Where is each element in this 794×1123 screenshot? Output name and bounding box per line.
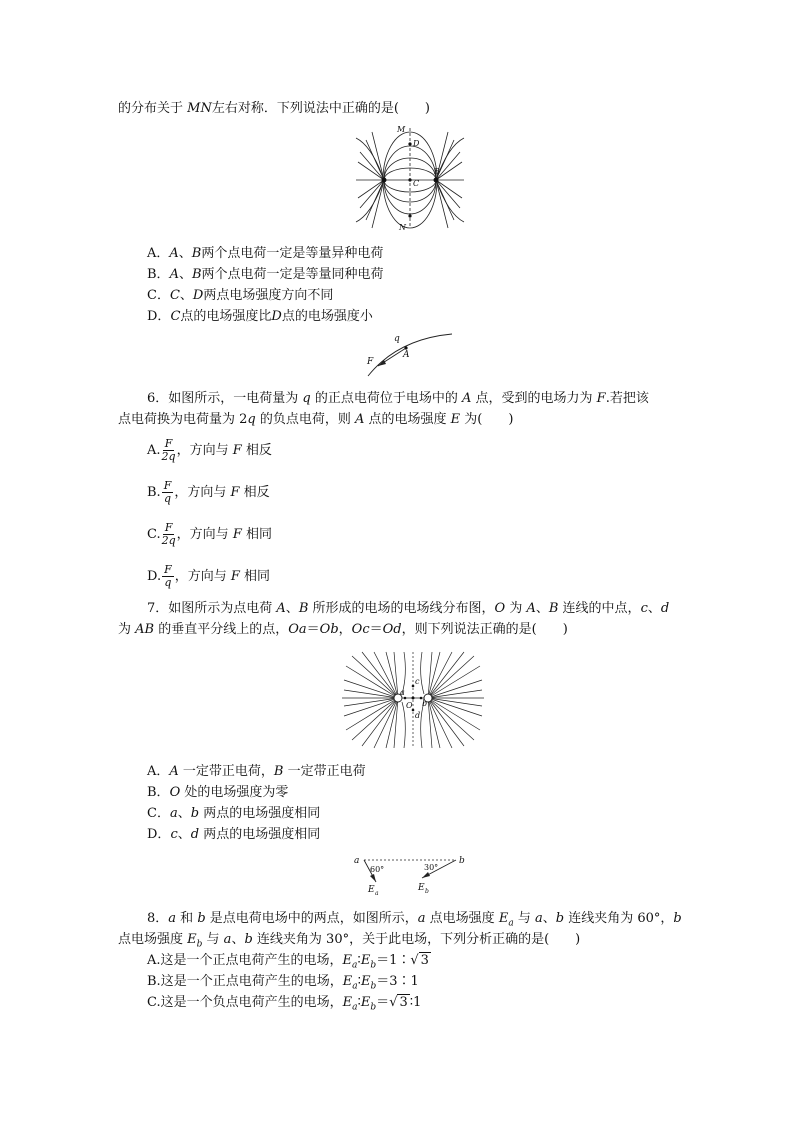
q8-line-1: 8．a 和 b 是点电荷电场中的两点，如图所示，a 点电场强度 $E_a$ 与 a、b 连线夹角为 60°，b bbox=[147, 911, 682, 929]
field-vector-figure bbox=[352, 852, 470, 898]
field-lines-figure-1 bbox=[354, 122, 466, 232]
label-M: M bbox=[397, 125, 406, 134]
label-a: a bbox=[400, 688, 405, 697]
label-D: D bbox=[413, 139, 420, 148]
label-O: O bbox=[406, 701, 413, 710]
label-C: C bbox=[413, 179, 420, 188]
q8-line-2: 点电场强度 $E_b$ 与 a、b 连线夹角为 30°，关于此电场，下列分析正确的是( ) bbox=[118, 932, 581, 950]
label-A: A bbox=[403, 350, 410, 360]
q7-option-d: D．c、d 两点的电场强度相同 bbox=[147, 827, 321, 842]
q6-option-a: A. $\frac{F}{2q}$ ，方向与 F 相反 bbox=[147, 437, 272, 463]
force-curve-figure bbox=[364, 330, 456, 378]
label-N: N bbox=[399, 223, 406, 232]
intro-line: 的分布关于 MN左右对称．下列说法中正确的是( ) bbox=[118, 101, 430, 116]
q5-option-b: B．A、B两个点电荷一定是等量同种电荷 bbox=[147, 267, 384, 282]
label-b: b bbox=[422, 699, 428, 708]
label-b: b bbox=[459, 856, 465, 866]
q6-option-d: D. $\frac{F}{q}$ ，方向与 F 相同 bbox=[147, 563, 271, 589]
q6-option-b: B. $\frac{F}{q}$ ，方向与 F 相反 bbox=[147, 479, 270, 505]
q8-option-a: A.这是一个正点电荷产生的电场，$E_a∶E_b=1∶√$ 3 bbox=[147, 953, 429, 971]
q7-line-2: 为 AB 的垂直平分线上的点，Oa＝Ob，Oc＝Od，则下列说法正确的是( ) bbox=[118, 622, 568, 637]
field-lines-figure-2 bbox=[342, 650, 484, 750]
q6-option-c: C. $\frac{F}{2q}$ ，方向与 F 相同 bbox=[147, 521, 272, 547]
q5-option-a: A．A、B两个点电荷一定是等量异种电荷 bbox=[147, 246, 384, 261]
label-Ea-sub: a bbox=[375, 890, 379, 897]
label-Ea: E bbox=[368, 885, 375, 895]
label-d: d bbox=[415, 711, 421, 720]
label-c: c bbox=[415, 677, 420, 686]
q7-option-c: C．a、b 两点的电场强度相同 bbox=[147, 806, 321, 821]
label-F: F bbox=[367, 357, 374, 367]
q6-line-1: 6．如图所示，一电荷量为 q 的正点电荷位于电场中的 A 点，受到的电场力为 F.若把该 bbox=[147, 391, 649, 406]
q5-option-c: C．C、D两点电场强度方向不同 bbox=[147, 288, 334, 303]
q8-option-c: C.这是一个负点电荷产生的电场，$E_a∶E_b=√$ 3 ∶1 bbox=[147, 995, 422, 1013]
q8-option-b: B.这是一个正点电荷产生的电场，$E_a∶E_b=3∶1$ bbox=[147, 974, 419, 992]
label-Eb: E bbox=[418, 883, 425, 893]
q7-option-a: A．A 一定带正电荷，B 一定带正电荷 bbox=[147, 764, 366, 779]
label-B: B bbox=[434, 167, 440, 176]
q5-option-d: D．C点的电场强度比D点的电场强度小 bbox=[147, 309, 373, 324]
label-q: q bbox=[394, 334, 400, 344]
q7-line-1: 7．如图所示为点电荷 A、B 所形成的电场的电场线分布图，O 为 A、B 连线的中点，c、d bbox=[147, 601, 670, 616]
q6-line-2: 点电荷换为电荷量为 2q 的负点电荷，则 A 点的电场强度 E 为( ) bbox=[118, 412, 514, 427]
label-a: a bbox=[354, 856, 360, 866]
q7-option-b: B．O 处的电场强度为零 bbox=[147, 785, 289, 800]
label-angle-b: 30° bbox=[424, 863, 439, 872]
label-angle-a: 60° bbox=[370, 865, 385, 874]
label-Eb-sub: b bbox=[425, 888, 429, 895]
